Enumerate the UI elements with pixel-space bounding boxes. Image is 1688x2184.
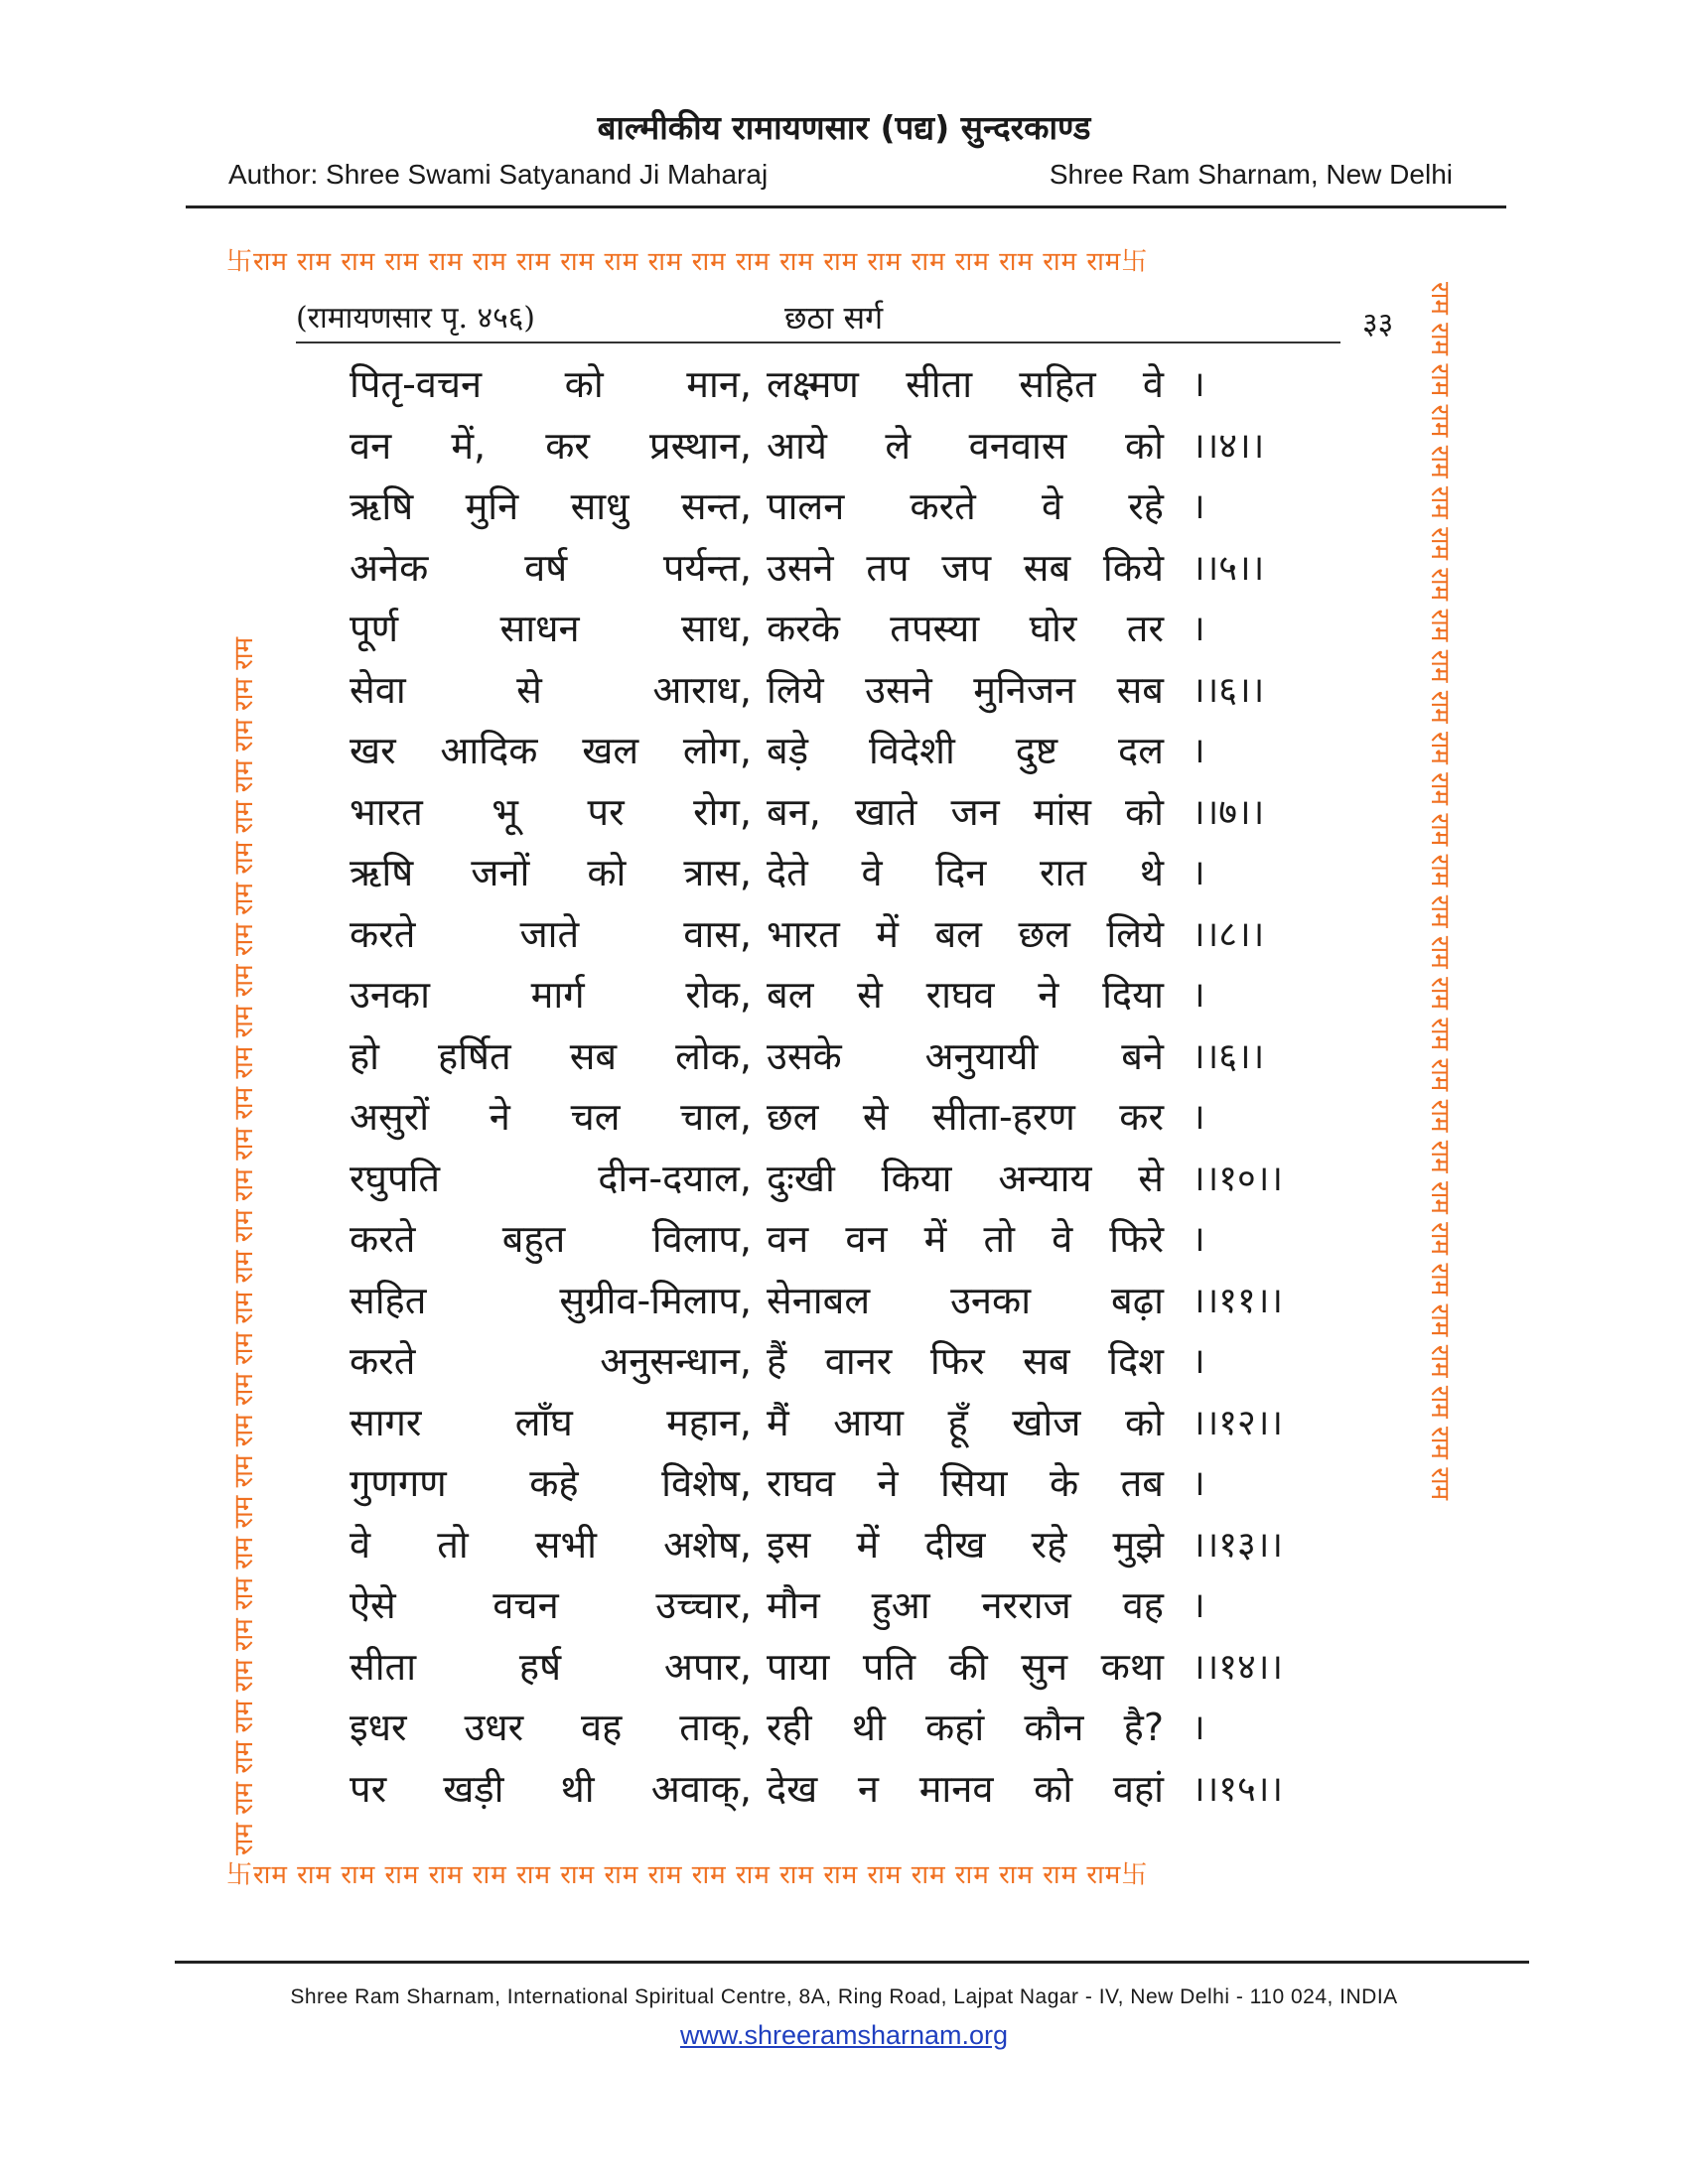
border-top: 卐राम राम राम राम राम राम राम राम राम राम राम राम राम राम राम राम राम राम राम राम卐 bbox=[226, 247, 1149, 277]
verse-line bbox=[338, 1026, 1350, 1088]
border-left: राम राम राम राम राम राम राम राम राम राम राम राम राम राम राम राम राम राम राम राम राम राम राम राम राम राम राम राम राम राम bbox=[229, 636, 259, 1855]
verse-line bbox=[338, 1209, 1350, 1271]
verse-number-mark: । bbox=[1192, 1219, 1205, 1260]
verse-right-half: लिये उसने मुनिजन सब bbox=[767, 667, 1164, 712]
inner-divider bbox=[296, 341, 1340, 343]
verse-line bbox=[338, 1331, 1350, 1393]
verse-number-mark: । bbox=[1192, 975, 1205, 1016]
verse-left-half: सेवा से आराध, bbox=[350, 667, 752, 712]
author-line: Author: Shree Swami Satyanand Ji Maharaj bbox=[228, 159, 769, 190]
verse-line bbox=[338, 354, 1350, 416]
verse-right-half: मैं आया हूँ खोज को bbox=[767, 1400, 1164, 1444]
verse-line bbox=[338, 843, 1350, 904]
verse-right-half: पालन करते वे रहे bbox=[767, 484, 1164, 528]
verse-left-half: करते जाते वास, bbox=[350, 911, 752, 956]
verse-number-mark: ।।१३।। bbox=[1192, 1524, 1284, 1566]
verse-left-half: ऋषि जनों को त्रास, bbox=[350, 851, 752, 894]
verse-number-mark: । bbox=[1192, 364, 1205, 405]
verse-line bbox=[338, 1149, 1350, 1210]
verse-left-half: हो हर्षित सब लोक, bbox=[350, 1033, 752, 1078]
verse-number-mark: । bbox=[1192, 853, 1205, 893]
verse-number-mark: । bbox=[1192, 609, 1205, 649]
verse-number-mark: । bbox=[1192, 1341, 1205, 1382]
verse-line bbox=[338, 1575, 1350, 1637]
verse-block bbox=[338, 354, 1350, 1820]
verse-number-mark: । bbox=[1192, 1463, 1205, 1504]
verse-right-half: छल से सीता-हरण कर bbox=[767, 1095, 1164, 1139]
verse-number-mark: ।।१५।। bbox=[1192, 1768, 1284, 1810]
website-link[interactable]: www.shreeramsharnam.org bbox=[679, 2020, 1009, 2050]
verse-right-half: पाया पति की सुन कथा bbox=[767, 1644, 1164, 1689]
verse-number-mark: । bbox=[1192, 1585, 1205, 1626]
document-title: बाल्मीकीय रामायणसार (पद्य) सुन्दरकाण्ड bbox=[597, 108, 1091, 147]
verse-left-half: सीता हर्ष अपार, bbox=[350, 1644, 752, 1689]
verse-line bbox=[338, 477, 1350, 538]
verse-number-mark: ।।१४।। bbox=[1192, 1646, 1284, 1688]
verse-left-half: पूर्ण साधन साध, bbox=[350, 607, 752, 650]
verse-left-half: भारत भू पर रोग, bbox=[350, 789, 752, 834]
verse-number-mark: ।।१२।। bbox=[1192, 1402, 1284, 1443]
footer-divider bbox=[175, 1961, 1529, 1964]
verse-right-half: सेनाबल उनका बढ़ा bbox=[767, 1278, 1164, 1322]
page-reference: (रामायणसार पृ. ४५६) bbox=[296, 301, 536, 336]
border-bottom: 卐राम राम राम राम राम राम राम राम राम राम राम राम राम राम राम राम राम राम राम राम卐 bbox=[226, 1860, 1149, 1890]
verse-right-half: बड़े विदेशी दुष्ट दल bbox=[767, 729, 1164, 772]
verse-number-mark: । bbox=[1192, 731, 1205, 771]
verse-line bbox=[338, 1698, 1350, 1759]
verse-line bbox=[338, 1087, 1350, 1149]
verse-line bbox=[338, 1515, 1350, 1576]
verse-line bbox=[338, 599, 1350, 660]
verse-line bbox=[338, 782, 1350, 844]
verse-right-half: बल से राघव ने दिया bbox=[767, 973, 1164, 1017]
verse-right-half: राघव ने सिया के तब bbox=[767, 1461, 1164, 1505]
verse-left-half: पितृ-वचन को मान, bbox=[350, 362, 752, 406]
verse-left-half: सागर लाँघ महान, bbox=[350, 1400, 752, 1444]
verse-line bbox=[338, 965, 1350, 1026]
verse-left-half: इधर उधर वह ताक्, bbox=[350, 1706, 752, 1749]
verse-left-half: रघुपति दीन-दयाल, bbox=[350, 1156, 752, 1200]
verse-right-half: दुःखी किया अन्याय से bbox=[767, 1156, 1164, 1200]
verse-left-half: वन में, कर प्रस्थान, bbox=[350, 423, 752, 468]
verse-left-half: करते बहुत विलाप, bbox=[350, 1217, 752, 1261]
sarga-heading: छठा सर्ग bbox=[784, 299, 884, 337]
verse-line bbox=[338, 721, 1350, 782]
verse-right-half: बन, खाते जन मांस को bbox=[767, 789, 1164, 834]
verse-number-mark: ।।१०।। bbox=[1192, 1158, 1284, 1199]
verse-line bbox=[338, 1393, 1350, 1454]
verse-line bbox=[338, 1759, 1350, 1821]
verse-right-half: लक्ष्मण सीता सहित वे bbox=[767, 362, 1164, 406]
verse-line bbox=[338, 416, 1350, 478]
verse-right-half: देते वे दिन रात थे bbox=[767, 851, 1164, 894]
verse-line bbox=[338, 1453, 1350, 1515]
verse-left-half: करते अनुसन्धान, bbox=[350, 1339, 752, 1383]
verse-right-half: आये ले वनवास को bbox=[767, 423, 1164, 468]
border-right: राम राम राम राम राम राम राम राम राम राम राम राम राम राम राम राम राम राम राम राम राम राम राम राम राम राम राम राम राम राम bbox=[1425, 282, 1455, 1501]
verse-right-half: वन वन में तो वे फिरे bbox=[767, 1217, 1164, 1261]
verse-right-half: उसके अनुयायी बने bbox=[767, 1033, 1164, 1078]
verse-left-half: उनका मार्ग रोक, bbox=[350, 973, 752, 1017]
verse-line bbox=[338, 1271, 1350, 1332]
verse-number-mark: ।।६।। bbox=[1192, 669, 1265, 711]
verse-left-half: पर खड़ी थी अवाक्, bbox=[350, 1766, 752, 1811]
verse-line bbox=[338, 660, 1350, 722]
verse-left-half: वे तो सभी अशेष, bbox=[350, 1522, 752, 1567]
verse-right-half: रही थी कहां कौन है? bbox=[767, 1706, 1164, 1749]
verse-left-half: गुणगण कहे विशेष, bbox=[350, 1461, 752, 1505]
verse-number-mark: ।।११।। bbox=[1192, 1280, 1284, 1321]
verse-left-half: असुरों ने चल चाल, bbox=[350, 1095, 752, 1139]
verse-number-mark: । bbox=[1192, 486, 1205, 527]
verse-number-mark: ।।५।। bbox=[1192, 547, 1265, 589]
verse-right-half: करके तपस्या घोर तर bbox=[767, 607, 1164, 650]
verse-right-half: उसने तप जप सब किये bbox=[767, 545, 1164, 590]
verse-number-mark: ।।६।। bbox=[1192, 1035, 1265, 1077]
verse-left-half: ऐसे वचन उच्चार, bbox=[350, 1583, 752, 1627]
verse-right-half: हैं वानर फिर सब दिश bbox=[767, 1339, 1164, 1383]
verse-left-half: अनेक वर्ष पर्यन्त, bbox=[350, 545, 752, 590]
verse-line bbox=[338, 538, 1350, 600]
header-divider bbox=[186, 205, 1506, 208]
verse-right-half: भारत में बल छल लिये bbox=[767, 911, 1164, 956]
verse-number-mark: । bbox=[1192, 1097, 1205, 1138]
verse-number-mark: ।।४।। bbox=[1192, 425, 1265, 467]
verse-right-half: देख न मानव को वहां bbox=[767, 1766, 1164, 1811]
publisher-line: Shree Ram Sharnam, New Delhi bbox=[1049, 159, 1453, 190]
verse-number-mark: ।।७।। bbox=[1192, 791, 1265, 833]
verse-number-mark: ।।८।। bbox=[1192, 913, 1265, 955]
page-number: ३३ bbox=[1362, 307, 1394, 341]
verse-left-half: ऋषि मुनि साधु सन्त, bbox=[350, 484, 752, 528]
verse-left-half: खर आदिक खल लोग, bbox=[350, 729, 752, 772]
verse-right-half: इस में दीख रहे मुझे bbox=[767, 1522, 1164, 1567]
verse-line bbox=[338, 1637, 1350, 1699]
verse-line bbox=[338, 904, 1350, 966]
footer-address: Shree Ram Sharnam, International Spiritual Centre, 8A, Ring Road, Lajpat Nagar - IV, New Delhi - 110 024, INDIA bbox=[290, 1985, 1398, 2008]
verse-left-half: सहित सुग्रीव-मिलाप, bbox=[350, 1278, 752, 1322]
verse-number-mark: । bbox=[1192, 1707, 1205, 1748]
verse-right-half: मौन हुआ नरराज वह bbox=[767, 1583, 1164, 1627]
